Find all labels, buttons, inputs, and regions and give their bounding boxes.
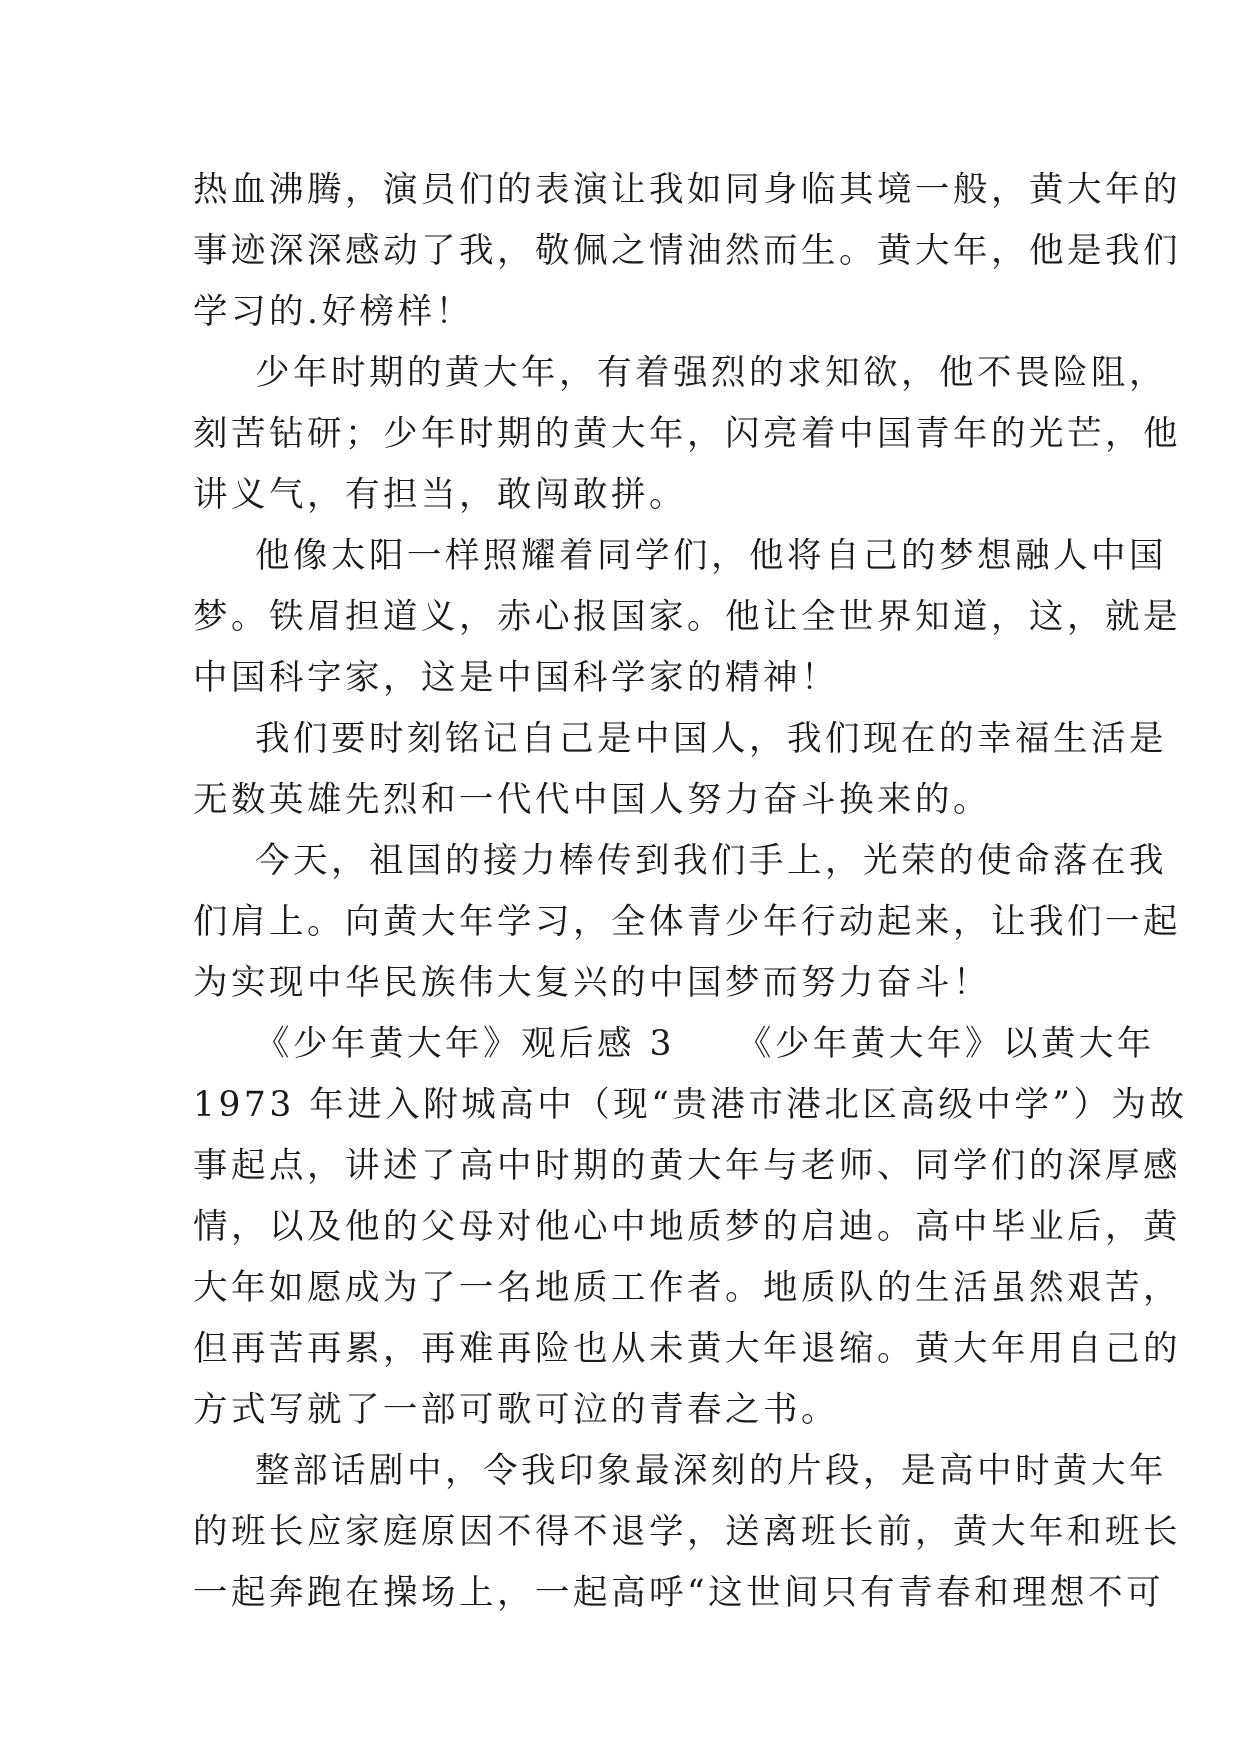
text-line: 情，以及他的父母对他心中地质梦的启迪。高中毕业后，黄 xyxy=(193,1207,1181,1247)
paragraph-first-line: 他像太阳一样照耀着同学们，他将自己的梦想融人中国 xyxy=(255,536,1167,576)
text-line: 但再苦再累，再难再险也从未黄大年退缩。黄大年用自己的 xyxy=(193,1329,1181,1369)
text-line: 无数英雄先烈和一代代中国人努力奋斗换来的。 xyxy=(193,780,991,820)
text-line: 为实现中华民族伟大复兴的中国梦而努力奋斗！ xyxy=(193,963,991,1003)
paragraph-first-line: 我们要时刻铭记自己是中国人，我们现在的幸福生活是 xyxy=(255,719,1167,759)
text-line: 大年如愿成为了一名地质工作者。地质队的生活虽然艰苦， xyxy=(193,1268,1181,1308)
text-line: 讲义气，有担当，敢闯敢拼。 xyxy=(193,475,687,515)
text-line: 方式写就了一部可歌可泣的青春之书。 xyxy=(193,1390,839,1430)
text-line: 事迹深深感动了我，敬佩之情油然而生。黄大年，他是我们 xyxy=(193,231,1181,271)
text-line: 学习的.好榜样！ xyxy=(193,292,474,332)
text-line: 一起奔跑在操场上，一起高呼“这世间只有青春和理想不可 xyxy=(193,1573,1165,1613)
text-line: 的班长应家庭原因不得不退学，送离班长前，黄大年和班长 xyxy=(193,1512,1181,1552)
section-intro-text: 《少年黄大年》以黄大年 xyxy=(736,1024,1155,1064)
text-line: 刻苦钻研；少年时期的黄大年，闪亮着中国青年的光芒，他 xyxy=(193,414,1181,454)
section-title: 《少年黄大年》观后感 3 xyxy=(255,1024,675,1064)
text-line: 梦。铁眉担道义，赤心报国家。他让全世界知道，这，就是 xyxy=(193,597,1181,637)
text-line: 1973 年进入附城高中（现“贵港市港北区高级中学”）为故 xyxy=(193,1085,1188,1125)
paragraph-first-line: 少年时期的黄大年，有着强烈的求知欲，他不畏险阻， xyxy=(255,353,1167,393)
text-line: 热血沸腾，演员们的表演让我如同身临其境一般，黄大年的 xyxy=(193,170,1181,210)
text-line: 们肩上。向黄大年学习，全体青少年行动起来，让我们一起 xyxy=(193,902,1181,942)
text-line: 事起点，讲述了高中时期的黄大年与老师、同学们的深厚感 xyxy=(193,1146,1181,1186)
paragraph-first-line: 整部话剧中，令我印象最深刻的片段，是高中时黄大年 xyxy=(255,1451,1167,1491)
document-body xyxy=(193,160,1188,1624)
text-line: 中国科字家，这是中国科学家的精神！ xyxy=(193,658,839,698)
section-heading-line xyxy=(193,1014,1155,1075)
paragraph-first-line: 今天，祖国的接力棒传到我们手上，光荣的使命落在我 xyxy=(255,841,1167,881)
